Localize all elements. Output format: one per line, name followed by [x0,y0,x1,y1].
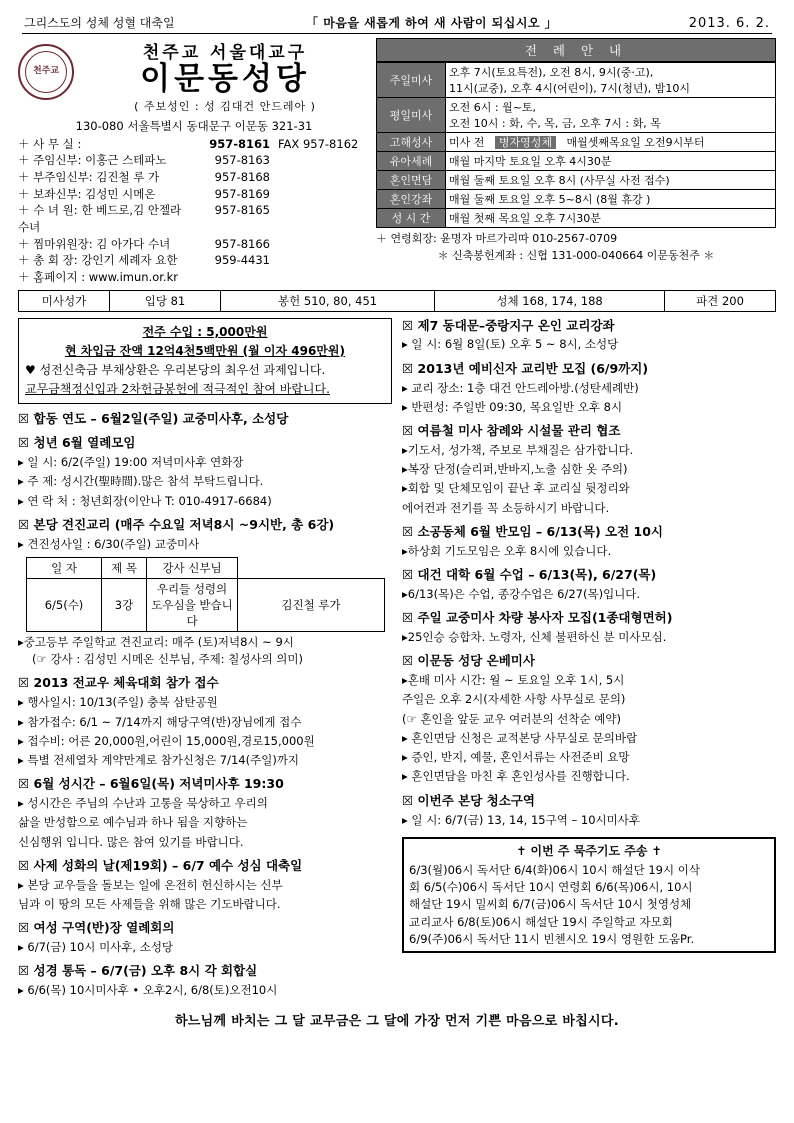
contact-row [18,136,370,153]
body-columns [18,318,776,1000]
website-link[interactable]: ＋ 홈페이지 : www.imun.or.kr [18,269,178,284]
table-row [377,152,776,171]
notice-line: ▸ 증인, 반지, 예물, 혼인서류는 사전준비 요망 [402,750,630,765]
table-row [377,171,776,190]
parish-address: 130-080 서울특별시 동대문구 이문동 321-31 [75,118,313,133]
schedule-key: 평일미사 [377,98,446,133]
table-row [19,290,776,311]
schedule-value: 오전 6시 : 월~토, 오전 10시 : 화, 수, 목, 금, 오후 7시 : 화, 목 [446,98,776,133]
rosary-box [402,837,776,953]
notice-item [402,793,776,829]
hymn-label: 미사성가 [19,290,110,311]
diocese-name: 천주교 서울대교구 [142,43,308,63]
notice-line: 삶을 반성함으로 예수님과 하나 됨을 지향하는 [18,815,248,830]
notice-item [402,423,776,517]
hymn-offertory: 봉헌 510, 80, 451 [221,290,435,311]
patron-saint: ( 주보성인 : 성 김대건 안드레아 ) [134,99,316,113]
notice-line: ▸ 참가접수: 6/1 ~ 7/14까지 해당구역(반)장님에게 접수 [18,714,302,729]
contact-row [18,269,370,286]
notice-line: ▸ 6/6(목) 10시미사후 • 오후2시, 6/8(토)오전10시 [18,983,278,998]
notice-title: ☒ 2013 전교우 체육대회 참가 접수 [18,675,219,691]
note-line: ＋ 연령회장: 윤명자 마르가리따 010-2567-0709 [376,232,618,245]
notice-item [18,920,392,956]
notice-item [18,517,392,669]
notice-item [402,567,776,603]
schedule-key: 고해성사 [377,133,446,152]
table-row [27,578,385,631]
notice-title: ☒ 주일 교중미사 차량 봉사자 모집(1종대형면허) [402,610,673,626]
schedule-key: 혼인강좌 [377,190,446,209]
contact-label: ＋ 수 녀 원: 한 베드로,김 안젤라 수녀 [18,203,182,234]
table-row [377,133,776,152]
contact-number: 957-8166 [214,236,270,251]
rosary-line: 6/3(월)06시 독서단 6/4(화)06시 10시 해설단 19시 이삭 [409,862,700,877]
notice-line: ▸ 6/7(금) 10시 미사후, 소성당 [18,940,174,955]
notice-line: ▸6/13(목)은 수업, 종강수업은 6/27(목)입니다. [402,586,641,601]
notice-line: ▸ 접수비: 어른 20,000원,어린이 15,000원,경로15,000원 [18,733,315,748]
schedule-title: 전 례 안 내 [376,38,776,62]
contact-number: 957-8165 [214,203,270,218]
notice-line: ▸ 견진성사일 : 6/30(주일) 교중미사 [18,536,200,551]
notice-title: ☒ 성경 통독 – 6/7(금) 오후 8시 각 회합실 [18,963,258,979]
notice-line: ▸복장 단정(슬리퍼,반바지,노출 심한 옷 주의) [402,462,628,477]
notice-item [402,318,776,354]
contact-label: ＋ 보좌신부: 김성민 시메온 [18,186,156,201]
notice-line: ▸중고등부 주일학교 견진교리: 매주 (토)저녁8시 ~ 9시 [18,634,294,649]
notice-title: ☒ 이문동 성당 온베미사 [402,653,535,669]
notice-item [18,858,392,913]
right-column [402,318,776,1000]
notice-line: ▸ 혼인면담 신청은 교적본당 사무실로 문의바랍 [402,730,638,745]
finance-box [18,318,392,405]
notice-line: (☞ 혼인을 앞둔 교우 여러분의 선착순 예약) [402,711,621,726]
notice-line: ▸ 본당 교우들을 돌보는 일에 온전히 헌신하시는 신부 [18,877,283,892]
contact-number: 957-8161 [209,136,270,151]
notice-title: ☒ 합동 연도 – 6월2일(주일) 교중미사후, 소성당 [18,411,289,427]
contact-row [18,252,370,269]
notice-line: ▸ 특별 전세열차 계약만계로 참가신청은 7/14(주일)까지 [18,753,300,768]
issue-date: 2013. 6. 2. [688,16,770,31]
notice-title: ☒ 사제 성화의 날(제19회) – 6/7 예수 성심 대축일 [18,857,303,873]
parish-seal-icon [18,44,74,100]
notice-line: ▸ 반편성: 주일반 09:30, 목요일반 오후 8시 [402,399,623,414]
finance-line-4: 교무금책정신입과 2차헌금봉헌에 적극적인 참여 바랍니다. [25,382,330,397]
contact-number: 957-8168 [214,169,270,184]
schedule-table [376,62,776,228]
parish-info [18,38,370,286]
cell-priest: 김진철 루가 [238,578,385,631]
notice-item [18,411,392,428]
note-line: ＊ 신축봉헌계좌 : 신협 131-000-040664 이문동천주 ＊ [437,248,715,262]
notice-line: ▸ 주 제: 성시간(聖時間).많은 참석 부탁드립니다. [18,474,264,489]
hymn-strip [18,290,776,312]
notice-line: ▸ 교리 장소: 1층 대건 안드레아방.(성탄세례반) [402,380,639,395]
header-block [18,38,776,286]
notice-item [402,524,776,560]
contact-row [18,169,370,186]
contact-label: ＋ 사 무 실 : [18,136,82,151]
hymn-recessional: 파견 200 [665,290,776,311]
table-row [377,209,776,228]
contact-label: ＋ 총 회 장: 강인기 세례자 요한 [18,253,178,268]
finance-line-1: 전주 수입 : 5,000만원 [142,324,268,339]
notice-line: ▸ 일 시: 6/2(주일) 19:00 저녁미사후 연화장 [18,455,244,470]
notice-line: 주일은 오후 2시(자세한 사항 사무실로 문의) [402,692,626,707]
contact-row [18,236,370,253]
table-row [27,557,385,578]
notice-item [402,361,776,416]
notice-line: ▸ 혼인면담을 마친 후 혼인성사를 진행합니다. [402,769,630,784]
notice-item [18,435,392,510]
liturgy-schedule [376,38,776,264]
notice-line: ▸ 연 락 처 : 청년회장(이안나 T: 010-4917-6684) [18,493,272,508]
contact-label: ＋ 부주임신부: 김진철 루 가 [18,169,160,184]
notice-title: ☒ 여성 구역(반)장 열례회의 [18,920,175,936]
notice-line: ▸ 일 시: 6/7(금) 13, 14, 15구역 – 10시미사후 [402,812,640,827]
divider [22,33,772,34]
contact-label: ＋ 찜마위원장: 김 아가다 수녀 [18,236,171,251]
contact-number: 957-8163 [214,153,270,168]
rosary-line: 교리교사 6/8(토)06시 해설단 19시 주일학교 자모회 [409,914,673,929]
table-row [377,190,776,209]
seal-label: 천주교 [25,51,67,93]
left-column [18,318,392,1000]
notice-item [18,963,392,999]
notice-line: ▸ 일 시: 6월 8일(토) 오후 5 ~ 8시, 소성당 [402,337,619,352]
col-topic: 제 목 [102,557,147,578]
cell-session: 3강 [102,578,147,631]
hymn-entrance: 입당 81 [110,290,221,311]
notice-line: 신심행위 입니다. 많은 참여 있기를 바랍니다. [18,834,244,849]
notice-title: ☒ 2013년 예비신자 교리반 모집 (6/9까지) [402,360,649,376]
notice-line: ▸25인승 승합차. 노령자, 신체 불편하신 분 미사모심. [402,630,667,645]
contact-row [18,202,370,235]
notice-line: ▸혼배 미사 시간: 월 ~ 토요일 오후 1시, 5시 [402,673,625,688]
notice-line: ▸회합 및 단체모임이 끝난 후 교리실 뒷정리와 [402,481,630,496]
notice-line: ▸기도서, 성가책, 주보로 부채질은 삼가합니다. [402,442,634,457]
notice-item [402,610,776,646]
finance-line-3: ♥ 성전신축금 부채상환은 우리본당의 최우선 과제입니다. [25,362,326,377]
table-row [377,98,776,133]
schedule-value: 매월 첫째 목요일 오후 7시30분 [446,209,776,228]
contact-label: ＋ 주임신부: 이홍근 스테파노 [18,153,167,168]
schedule-key: 유아세례 [377,152,446,171]
rosary-line: 회 6/5(수)06시 독서단 10시 연령회 6/6(목)06시, 10시 [409,880,693,895]
notice-item [402,653,776,785]
contact-row [18,186,370,203]
notice-title: ☒ 6월 성시간 – 6월6일(목) 저녁미사후 19:30 [18,776,284,792]
schedule-key: 주일미사 [377,63,446,98]
schedule-key: 성 시 간 [377,209,446,228]
top-banner [18,14,776,33]
contact-row [18,152,370,169]
contact-number: 959-4431 [214,253,270,268]
schedule-key: 혼인면담 [377,171,446,190]
contact-list [18,136,370,286]
parish-name: 이문동성당 [140,61,310,97]
schedule-value: 매월 마지막 토요일 오후 4시30분 [446,152,776,171]
col-date: 일 자 [27,557,102,578]
footer-message: 하느님께 바치는 그 달 교무금은 그 달에 가장 먼저 기쁜 마음으로 바칩시다. [174,1013,620,1029]
notice-title: ☒ 제7 동대문–중랑지구 온인 교리강좌 [402,317,615,333]
notice-title: ☒ 본당 견진교리 (매주 수요일 저녁8시 ~9시반, 총 6강) [18,516,335,532]
schedule-value: 오후 7시(토요특전), 오전 8시, 9시(중·고), 11시(교중), 오후 4시(어린이), 7시(청년), 밤10시 [446,63,776,98]
notice-line: ▸하상회 기도모임은 오후 8시에 있습니다. [402,543,612,558]
highlight-badge: 병자영성체 [495,136,556,149]
cell-topic: 우리들 성령의 도우심을 받습니다 [147,578,238,631]
hymn-communion: 성체 168, 174, 188 [435,290,665,311]
notice-title: ☒ 이번주 본당 청소구역 [402,792,535,808]
col-priest: 강사 신부님 [147,557,238,578]
schedule-value: 미사 전 병자영성체 매월셋째목요일 오전9시부터 [446,133,776,152]
notice-line: ▸ 성시간은 주님의 수난과 고통을 묵상하고 우리의 [18,796,268,811]
table-row [377,63,776,98]
notice-line: 에어컨과 전기를 꼭 소등하시기 바랍니다. [402,500,610,515]
notice-item [18,675,392,769]
notice-title: ☒ 소공동체 6월 반모임 – 6/13(목) 오전 10시 [402,523,663,539]
notice-title: ☒ 대건 대학 6월 수업 – 6/13(목), 6/27(목) [402,567,657,583]
feast-title: 그리스도의 성체 성혈 대축일 [24,16,175,30]
schedule-value: 매월 둘째 토요일 오후 8시 (사무실 사전 접수) [446,171,776,190]
catechesis-table [26,557,385,632]
cell-date: 6/5(수) [27,578,102,631]
rosary-line: 해설단 19시 밀씨회 6/7(금)06시 독서단 10시 첫영성체 [409,897,692,912]
notice-title: ☒ 여름철 미사 참례와 시설물 관리 협조 [402,423,621,439]
rosary-line: 6/9(주)06시 독서단 11시 빈첸시오 19시 영원한 도움Pr. [409,931,695,946]
rosary-title: ✝ 이번 주 묵주기도 주송 ✝ [516,843,662,858]
contact-number: 957-8169 [214,186,270,201]
schedule-notes [376,231,776,264]
notice-line: ▸ 행사일시: 10/13(주일) 충북 삼탄공원 [18,695,218,710]
notice-line: 님과 이 땅의 모든 사제들을 위해 많은 기도바랍니다. [18,897,281,912]
notice-item [18,776,392,851]
schedule-value: 매월 둘째 토요일 오후 5~8시 (8월 휴강 ) [446,190,776,209]
notice-title: ☒ 청년 6월 열례모임 [18,435,136,451]
notice-line: (☞ 강사 : 김성민 시메온 신부님, 주제: 칠성사의 의미) [32,652,304,667]
contact-fax: FAX 957-8162 [278,136,359,151]
finance-line-2: 현 차입금 잔액 12억4천5백만원 (월 이자 496만원) [65,343,345,358]
motto: 「 마음을 새롭게 하여 새 사람이 되십시오 」 [306,16,558,30]
